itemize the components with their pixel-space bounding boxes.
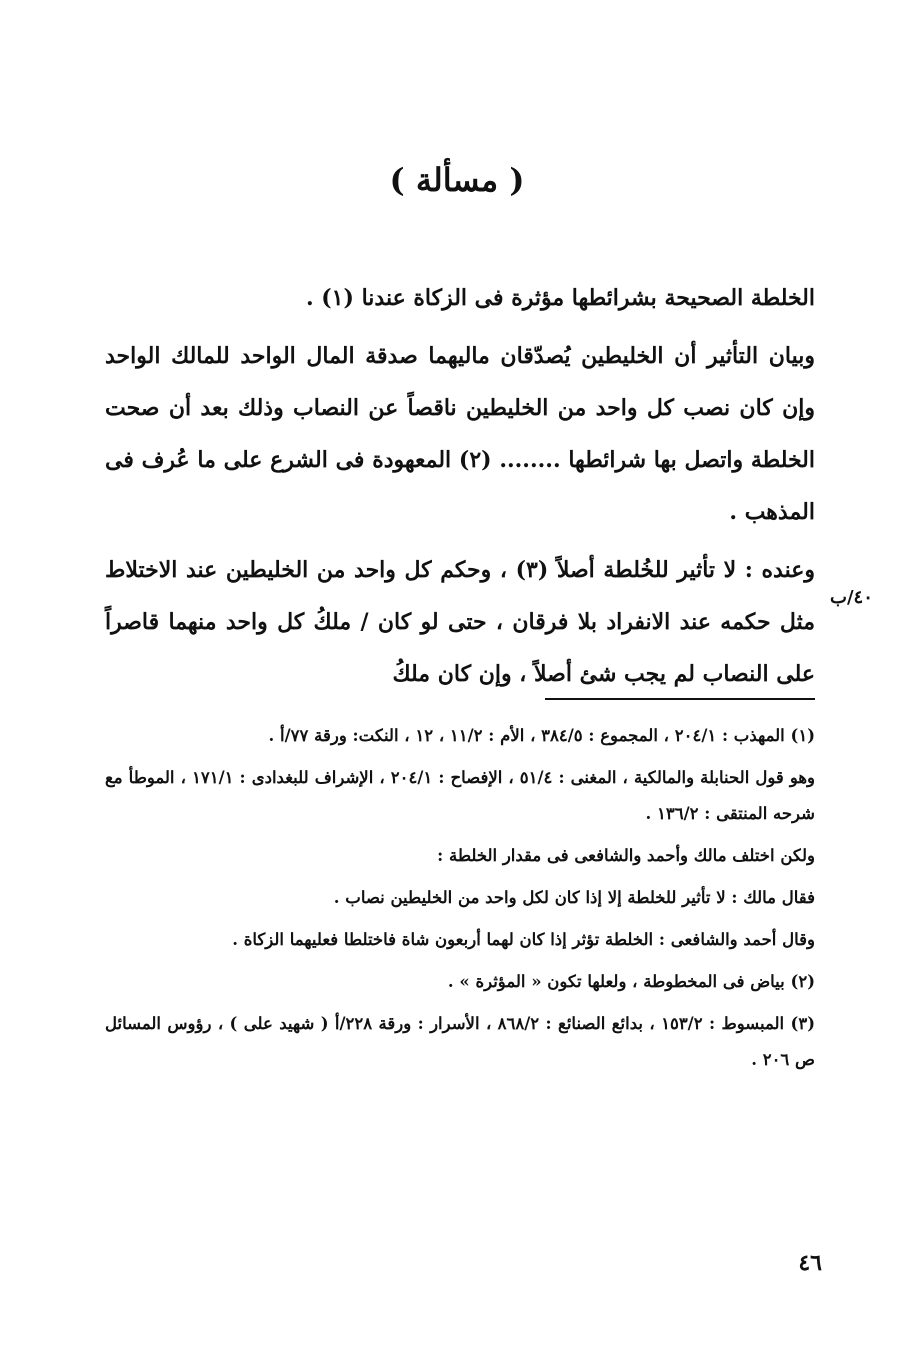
footnote-1: (١) المهذب : ٢٠٤/١ ، المجموع : ٣٨٤/٥ ، الأم : ١١/٢ ، ١٢ ، النكت: ورقة ٧٧/أ . <box>268 726 815 745</box>
section-heading: ( مسألة ) <box>389 161 525 199</box>
footnote-1-note-c: فقال مالك : لا تأثير للخلطة إلا إذا كان لكل واحد من الخليطين نصاب . <box>333 888 815 907</box>
manuscript-folio-marker: ٤٠/ب <box>830 587 873 608</box>
page-number: ٤٦ <box>798 1250 822 1276</box>
paragraph-1: الخلطة الصحيحة بشرائطها مؤثرة فى الزكاة عندنا (١) . <box>305 285 815 311</box>
paragraph-3: وعنده : لا تأثير للخُلطة أصلاً (٣) ، وحكم كل واحد من الخليطين عند الاختلاط مثل حكمه عند الانفراد بلا فرقان ، حتى لو كان / ملكُ كل واحد منهما قاصراً على النصاب لم يجب شئ أصلاً ، وإن كان ملكُ <box>105 557 815 687</box>
paragraph-2: وبيان التأثير أن الخليطين يُصدّقان ماليهما صدقة المال الواحد للمالك الواحد وإن كان نصب كل واحد من الخليطين ناقصاً عن النصاب وذلك بعد أن صحت الخلطة واتصل بها شرائطها ........ (٢) المعهودة فى الشرع على ما عُرف فى المذهب . <box>105 343 815 525</box>
footnote-2: (٢) بياض فى المخطوطة ، ولعلها تكون « المؤثرة » . <box>447 972 815 991</box>
footnote-3: (٣) المبسوط : ١٥٣/٢ ، بدائع الصنائع : ٨٦٨/٢ ، الأسرار : ورقة ٢٢٨/أ ( شهيد على ) ، رؤوس المسائل ص ٢٠٦ . <box>105 1014 815 1069</box>
footnote-separator <box>545 698 815 700</box>
footnote-1-note-d: وقال أحمد والشافعى : الخلطة تؤثر إذا كان لهما أربعون شاة فاختلطا فعليهما الزكاة . <box>232 930 815 949</box>
footnotes <box>105 718 815 1084</box>
main-text <box>105 272 815 700</box>
footnote-1-note-b: ولكن اختلف مالك وأحمد والشافعى فى مقدار الخلطة : <box>437 846 815 865</box>
footnote-1-note-a: وهو قول الحنابلة والمالكية ، المغنى : ٥١/٤ ، الإفصاح : ٢٠٤/١ ، الإشراف للبغدادى : ١٧١/١ ، الموطأ مع شرحه المنتقى : ١٣٦/٢ . <box>105 768 816 823</box>
